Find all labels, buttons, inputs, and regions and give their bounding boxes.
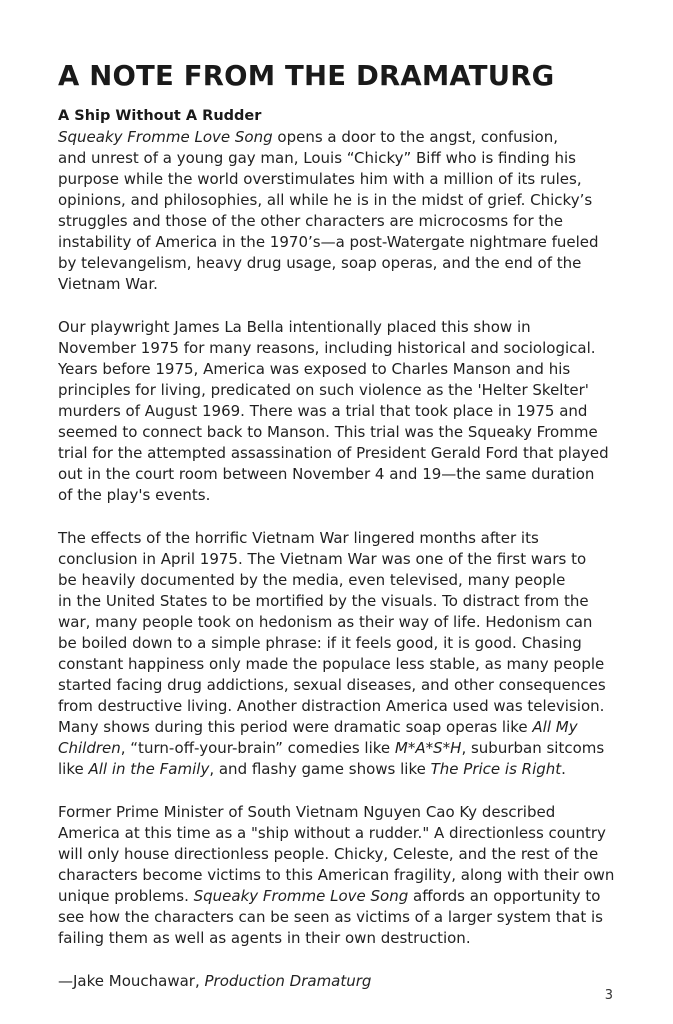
text-run: November 1975 for many reasons, including historical and sociological.	[58, 339, 596, 357]
italic-title-text: M*A*S*H	[394, 739, 462, 757]
text-line	[58, 549, 626, 570]
text-line	[58, 443, 626, 464]
text-run: see how the characters can be seen as victims of a larger system that is	[58, 908, 603, 926]
text-line	[58, 464, 626, 485]
text-run: seemed to connect back to Manson. This trial was the Squeaky Fromme	[58, 423, 598, 441]
text-run: , and flashy game shows like	[209, 760, 431, 778]
italic-title-text: All in the Family	[88, 760, 210, 778]
text-line	[58, 759, 626, 780]
text-run: of the play's events.	[58, 486, 211, 504]
author-role: Production Dramaturg	[204, 972, 372, 990]
text-run: trial for the attempted assassination of President Gerald Ford that played	[58, 444, 609, 462]
text-run: constant happiness only made the populace less stable, as many people	[58, 655, 605, 673]
text-line	[58, 253, 626, 274]
text-run: like	[58, 760, 89, 778]
text-line	[58, 591, 626, 612]
paragraph-3	[58, 528, 626, 780]
paragraphs-container	[58, 127, 626, 949]
paragraph-4	[58, 802, 626, 949]
paragraph-1	[58, 127, 626, 295]
italic-title-text: Children	[58, 739, 121, 757]
italic-title-text: Squeaky Fromme Love Song	[58, 128, 273, 146]
text-run: opinions, and philosophies, all while he is in the midst of grief. Chicky’s	[58, 191, 593, 209]
text-line	[58, 570, 626, 591]
section-subtitle: A Ship Without A Rudder	[58, 108, 262, 124]
text-run: , “turn-off-your-brain” comedies like	[120, 739, 395, 757]
text-run: in the United States to be mortified by the visuals. To distract from the	[58, 592, 589, 610]
text-run: failing them as well as agents in their own destruction.	[58, 929, 471, 947]
text-line	[58, 359, 626, 380]
italic-title-text: Squeaky Fromme Love Song	[193, 887, 409, 905]
text-line	[58, 169, 626, 190]
text-run: America at this time as a "ship without a rudder." A directionless country	[58, 824, 606, 842]
text-line	[58, 844, 626, 865]
text-line	[58, 823, 626, 844]
text-run: characters become victims to this American fragility, along with their own	[58, 866, 615, 884]
text-run: .	[561, 760, 566, 778]
text-line	[58, 717, 626, 738]
text-line	[58, 696, 626, 717]
text-run: affords an opportunity to	[408, 887, 601, 905]
text-run: murders of August 1969. There was a trial that took place in 1975 and	[58, 402, 588, 420]
text-run: by televangelism, heavy drug usage, soap operas, and the end of the	[58, 254, 582, 272]
text-line	[58, 654, 626, 675]
text-run: The effects of the horrific Vietnam War lingered months after its	[58, 529, 539, 547]
text-line	[58, 612, 626, 633]
text-run: will only house directionless people. Chicky, Celeste, and the rest of the	[58, 845, 599, 863]
text-run: conclusion in April 1975. The Vietnam War was one of the first wars to	[58, 550, 587, 568]
text-run: Years before 1975, America was exposed to Charles Manson and his	[58, 360, 571, 378]
text-line	[58, 633, 626, 654]
italic-title-text: All My	[532, 718, 578, 736]
text-run: Many shows during this period were dramatic soap operas like	[58, 718, 533, 736]
page-title: A NOTE FROM THE DRAMATURG	[58, 60, 555, 92]
page-number: 3	[604, 988, 613, 1003]
text-run: , suburban sitcoms	[461, 739, 605, 757]
text-line	[58, 274, 626, 295]
text-run: out in the court room between November 4 and 19—the same duration	[58, 465, 595, 483]
text-run: Vietnam War.	[58, 275, 158, 293]
text-line	[58, 338, 626, 359]
text-line	[58, 738, 626, 759]
paragraph-2	[58, 317, 626, 506]
text-line	[58, 190, 626, 211]
text-run: started facing drug addictions, sexual diseases, and other consequences	[58, 676, 606, 694]
text-line	[58, 211, 626, 232]
text-run: Our playwright James La Bella intentionally placed this show in	[58, 318, 531, 336]
text-run: Former Prime Minister of South Vietnam Nguyen Cao Ky described	[58, 803, 556, 821]
text-line	[58, 127, 626, 148]
text-line	[58, 886, 626, 907]
text-line	[58, 401, 626, 422]
text-run: be heavily documented by the media, even televised, many people	[58, 571, 566, 589]
text-line	[58, 528, 626, 549]
italic-title-text: The Price is Right	[430, 760, 562, 778]
article-body	[58, 105, 626, 992]
text-run: instability of America in the 1970’s—a post-Watergate nightmare fueled	[58, 233, 599, 251]
text-run: be boiled down to a simple phrase: if it feels good, it is good. Chasing	[58, 634, 582, 652]
text-run: unique problems.	[58, 887, 194, 905]
text-line	[58, 485, 626, 506]
text-line	[58, 148, 626, 169]
text-line	[58, 317, 626, 338]
text-line	[58, 907, 626, 928]
text-run: war, many people took on hedonism as their way of life. Hedonism can	[58, 613, 593, 631]
text-run: opens a door to the angst, confusion,	[272, 128, 559, 146]
text-line	[58, 675, 626, 696]
text-run: from destructive living. Another distraction America used was television.	[58, 697, 605, 715]
text-line	[58, 380, 626, 401]
text-run: and unrest of a young gay man, Louis “Chicky” Biff who is finding his	[58, 149, 576, 167]
text-run: struggles and those of the other characters are microcosms for the	[58, 212, 564, 230]
text-line	[58, 928, 626, 949]
text-line	[58, 802, 626, 823]
text-run: purpose while the world overstimulates him with a million of its rules,	[58, 170, 582, 188]
text-line	[58, 422, 626, 443]
text-run: principles for living, predicated on such violence as the 'Helter Skelter'	[58, 381, 589, 399]
author-signature	[58, 971, 626, 992]
text-line	[58, 232, 626, 253]
text-line	[58, 865, 626, 886]
author-name: —Jake Mouchawar,	[58, 972, 205, 990]
